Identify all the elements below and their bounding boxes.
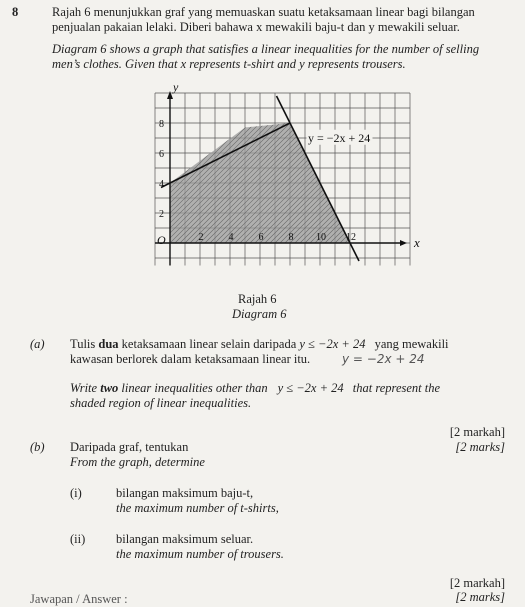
hatch-line (410, 43, 525, 243)
part-b-ii-label: (ii) (70, 532, 86, 546)
intro-malay-line-2: penjualan pakaian lelaki. Diberi bahawa x mewakili baju-t dan y mewakili seluar. (52, 20, 460, 34)
hatch-line (0, 43, 170, 243)
hatch-line (415, 43, 525, 243)
hatch-line (420, 43, 525, 243)
hatch-line (460, 43, 525, 243)
part-b-marks-malay: [2 markah] (449, 576, 505, 590)
part-b-i-malay: bilangan maksimum baju-t, (116, 486, 254, 500)
part-b-ii-malay: bilangan maksimum seluar. (116, 532, 254, 546)
hatch-line (0, 43, 75, 243)
hatch-line (395, 43, 525, 243)
hatch-line (0, 43, 165, 243)
hatch-line (0, 43, 120, 243)
diagram-caption-malay: Rajah 6 (238, 292, 277, 306)
hatch-line (455, 43, 525, 243)
hatch-line (0, 43, 110, 243)
hatch-line (445, 43, 525, 243)
hatch-line (0, 43, 150, 243)
intro-english-line-2: men’s clothes. Given that x represents t-shirt and y represents trousers. (52, 57, 406, 71)
y-tick-label: 6 (159, 149, 164, 160)
y-tick-label: 8 (159, 119, 164, 130)
hatch-line (0, 43, 115, 243)
hatch-line (430, 43, 525, 243)
part-b-malay: Daripada graf, tentukan (70, 440, 189, 454)
hatch-line (0, 43, 155, 243)
x-axis-label: x (414, 235, 420, 250)
hatch-line (425, 43, 525, 243)
part-b-i-label: (i) (70, 486, 82, 500)
hatch-line (465, 43, 525, 243)
hatch-line (0, 43, 145, 243)
part-b-marks-english: [2 marks] (455, 590, 505, 604)
x-tick-label: 10 (316, 232, 326, 243)
hatch-line (0, 43, 80, 243)
hatch-line (0, 43, 175, 243)
hatch-line (0, 43, 70, 243)
part-b-i-english: the maximum number of t-shirts, (116, 501, 279, 515)
hatch-line (0, 43, 160, 243)
hatch-line (440, 43, 525, 243)
answer-label: Jawapan / Answer : (30, 592, 128, 606)
x-tick-label: 6 (258, 232, 264, 243)
hatch-line (0, 43, 135, 243)
part-a-malay-line-2: kawasan berlorek dalam ketaksamaan linear itu. (70, 352, 311, 366)
hatch-line (0, 43, 90, 243)
part-b-english: From the graph, determine (70, 455, 205, 469)
y-tick-label: 2 (159, 209, 164, 220)
x-tick-label: 8 (288, 232, 294, 243)
hatch-line (0, 43, 105, 243)
y-tick-label: 4 (159, 179, 164, 190)
y-axis-label: y (173, 80, 179, 94)
hatch-line (435, 43, 525, 243)
intro-english-line-1: Diagram 6 shows a graph that satisfies a linear inequalities for the number of selling (52, 42, 480, 56)
hatch-line (0, 43, 85, 243)
part-a-marks-malay: [2 markah] (449, 425, 505, 439)
hatch-line (0, 43, 100, 243)
hatch-line (0, 43, 125, 243)
part-a-malay-line-1: Tulis dua ketaksamaan linear selain daripada y ≤ −2x + 24 yang mewakili (70, 337, 449, 351)
diagram-caption-english: Diagram 6 (232, 307, 287, 321)
hatch-line (0, 43, 130, 243)
hatch-line (0, 43, 140, 243)
part-a-english-line-2: shaded region of linear inequalities. (70, 396, 252, 410)
handwritten-answer: y = −2x + 24 (342, 352, 425, 366)
part-a-marks-english: [2 marks] (455, 440, 505, 454)
x-axis-arrow (400, 240, 407, 246)
hatch-line (400, 43, 525, 243)
hatch-line (405, 43, 525, 243)
part-b-ii-english: the maximum number of trousers. (116, 547, 284, 561)
x-tick-label: 2 (198, 232, 204, 243)
intro-malay-line-1: Rajah 6 menunjukkan graf yang memuaskan suatu ketaksamaan linear bagi bilangan (52, 5, 475, 19)
line-equation-label: y = −2x + 24 (308, 130, 371, 145)
origin-label: O (157, 233, 166, 247)
x-tick-label: 4 (228, 232, 234, 243)
part-a-english-line-1: Write two linear inequalities other than y ≤ −2x + 24 that represent the (70, 381, 441, 395)
part-b-label: (b) (30, 440, 45, 454)
x-tick-label: 12 (346, 232, 356, 243)
part-a-label: (a) (30, 337, 45, 351)
hatch-line (450, 43, 525, 243)
question-number: 8 (12, 5, 19, 19)
hatch-line (0, 43, 95, 243)
hatch-line (0, 43, 180, 243)
